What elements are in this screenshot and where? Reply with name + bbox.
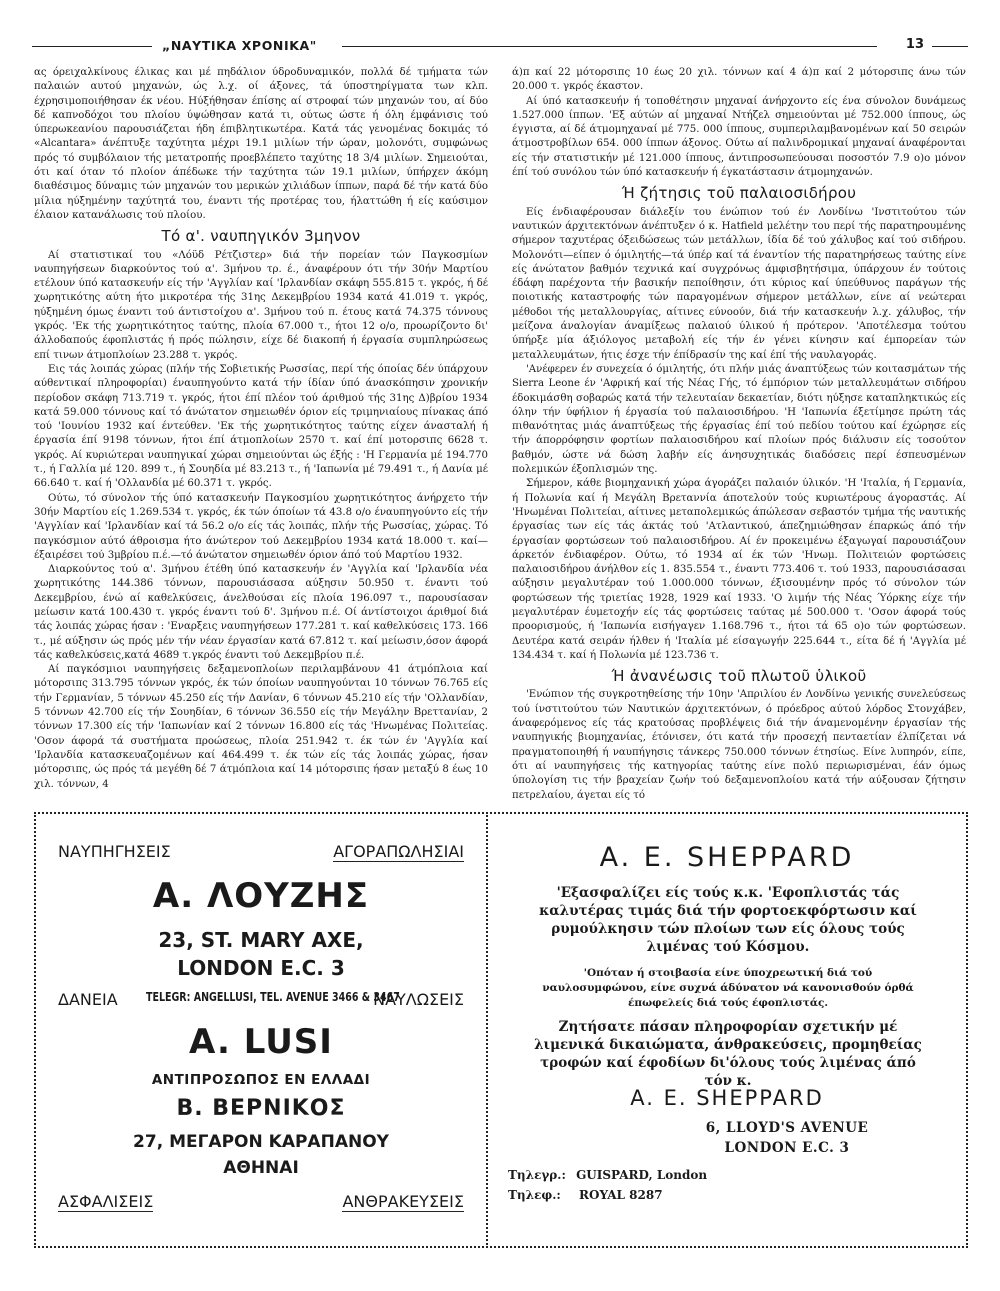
ad-phone-label: Τηλεφ.: xyxy=(508,1188,561,1202)
page-header xyxy=(32,38,968,56)
ad-label-bunkering: ΑΝΘΡΑΚΕΥΣΕΙΣ xyxy=(342,1192,464,1211)
article-paragraph: Αί παγκόσμιοι ναυπηγήσεις δεξαμενοπλοίων περιλαμβάνουν 41 άτμόπλοια καί μότορσιπς 313.795 τόννων γκρός, έκ τών όποίων ναυπηγούνται 10 τόννων 76.765 είς τήν Γερμανίαν, 5 τόννων 45.250 είς τήν Δανίαν, 6 τόννων 45.210 είς τήν 'Ολλανδίαν, 5 τόννων 42.700 είς τήν Σουηδίαν, 6 τόννων 36.550 είς τήν Μεγάλην Βρεττανίαν, 2 τόννων 17.300 είς τήν 'Ιαπωνίαν καί 2 τόννων 16.800 είς τάς 'Ηνωμένας Πολιτείας. 'Οσον άφορά τά συστήματα προώσεως, πλοία 251.942 τ. έκ τών έν 'Αγγλία καί 'Ιρλανδία κατασκευαζομένων καί 464.499 τ. έκ τών είς τάς λοιπάς χώρας, ήσαν μότορσιπς, ώς πρός τά μεγέθη δέ 7 άτμόπλοια καί 14 μότορσιπς ήσαν μεταξύ 8 έως 10 χιλ. τόννων, 4 xyxy=(34,664,488,790)
advertisement-sheppard xyxy=(486,812,968,1248)
ad-label-loans: ΔΑΝΕΙΑ xyxy=(58,990,118,1009)
ad-agent-name: Β. ΒΕΡΝΙΚΟΣ xyxy=(176,1096,346,1121)
section-heading: Τό α'. ναυπηγικόν 3μηνον xyxy=(161,227,361,246)
ad-text-stowage: 'Οπόταν ή στοιβασία είνε ύποχρεωτική διά τού ναυλοσυμφώνου, είνε συχνά άδύνατον νά κανονισθούν όρθά έπωφελείς διά τούς έφοπλιστάς. xyxy=(542,967,914,1009)
article-paragraph: Διαρκούντος τού α'. 3μήνου έτέθη ύπό κατασκευήν έν 'Αγγλία καί 'Ιρλανδία νέα χωρητικότης 144.386 τόννων, παρουσιάσασα αύξησιν 50.950 τ. έναντι τού Δεκεμβρίου, ένώ αί καθελκύσεις, άνελθούσαι είς πλοία 196.097 τ., παρουσίασαν μείωσιν κατά 100.430 τ. γκρός έναντι τού δ'. 3μήνου π.έ. Οί άντίστοιχοι άριθμοί διά τάς λοιπάς χώρας ήσαν : 'Εναρξεις ναυπηγήσεων 177.281 τ. καί καθελκύσεις 173. 166 τ., μέ αύξησιν ώς πρός μέν τήν νέαν έργασίαν κατά 67.812 τ. καί μείωσιν,όσον άφορά τάς καθελκύσεις,κατά 4689 τ.γκρός έναντι τού Δεκεμβρίου π.έ. xyxy=(34,564,488,661)
ad-text-inquiries: Ζητήσατε πάσαν πληροφορίαν σχετικήν μέ λιμενικά δικαιώματα, άνθρακεύσεις, προμηθείας τροφών καί έφοδίων δι'όλους τούς λιμένας άπό τόν κ. xyxy=(534,1019,922,1089)
ad-company-name-latin: A. LUSI xyxy=(189,1022,333,1062)
ad-phone-value: ROYAL 8287 xyxy=(579,1188,663,1202)
article-paragraph: 'Ανέφερεν έν συνεχεία ό όμιλητής, ότι πλήν μιάς άναπτύξεως τών κοιτασμάτων τής Sierra Leone έν 'Αφρική καί τής Νέας Γής, τό έμπόριον τών μεταλλευμάτων σιδήρου έδοκιμάσθη σοβαρώς κατά τήν τελευταίαν δεκαετίαν, διότι ηύξησε καταπληκτικώς είς όλην τήν ύφήλιον ή έργασία τού παλαιοσιδήρου. 'Η 'Ιαπωνία έξετίμησε πρώτη τάς πιθανότητας μιάς άναπτύξεως τής έργασίας έπί τού πεδίου τούτου καί έχώρησε είς τήν άπορρόφησιν φορτίων παλαιοσιδήρου καί πλοίων πρός διάλυσιν είς τοσούτον βαθμόν, ώστε νά δώση λαβήν είς άνησυχητικάς διαδόσεις περί έσπευσμένων πολεμικών έξοπλισμών της. xyxy=(512,363,966,476)
article-paragraph: 'Ενώπιον τής συγκροτηθείσης τήν 10ην 'Απριλίου έν Λονδίνω γενικής συνελεύσεως τού ίνστιτούτου τών Ναυτικών άρχιτεκτόνων, ό πρόεδρος αύτού λόρδος Στονχάβεν, άναφερόμενος είς τάς κρατούσας προβλέψεις διά τήν άναμενομένην έργασίαν τής ναυπηγικής βιομηχανίας, έτόνισεν, ότι κατά τήν προσεχή πενταετίαν έλπίζεται νά πραγματοποιηθή ή ναυπήγησις τάνκερς 750.000 τόννων έτησίως. Είνε λυπηρόν, είπε, ότι αί ναυπηγήσεις τής κατηγορίας ταύτης είνε πολύ περιωρισμέναι, έάν όμως ύπολογίση τις τήν βραχείαν ζωήν τού δεξαμενοπλοίου κατά τήν αύξουσαν ζήτησιν πετρελαίου, άγεται είς τό xyxy=(512,689,966,801)
ad-label-sales: ΑΓΟΡΑΠΩΛΗΣΙΑΙ xyxy=(333,842,464,861)
publication-title: „ΝΑΥΤΙΚΑ ΧΡΟΝΙΚΑ" xyxy=(162,38,317,53)
ad-telegraph-label: Τηλεγρ.: xyxy=(508,1168,566,1182)
ad-agents-label: ΑΝΤΙΠΡΟΣΩΠΟΣ ΕΝ ΕΛΛΑΔΙ xyxy=(151,1072,371,1088)
article-paragraph: Σήμερον, κάθε βιομηχανική χώρα άγοράζει παλαιόν ύλικόν. 'Η 'Ιταλία, ή Γερμανία, ή Πολωνία καί ή Μεγάλη Βρεταννία άποτελούν τούς κυριωτέρους άγοραστάς. Αί 'Ηνωμέναι Πολιτείαι, αίτινες μεταπολεμικώς άπώλεσαν σεβαστόν τμήμα τής ναυτικής έργασίας των είς τάς άκτάς τού 'Ατλαντικού, άπεζημιώθησαν έπαρκώς άπό τήν έργασίαν φορτώσεων τού παλαιοσιδήρου. Αί έν προκειμένω έξαγωγαί παρουσιάζουν άρκετόν ένδιαφέρον. Ούτω, τό 1934 αί έκ τών 'Ηνωμ. Πολιτειών φορτώσεις παλαιοσιδήρου άνήλθον είς 1. 835.554 τ., έναντι 773.406 τ. τού 1933, παρουσιάσασαι αύξησιν μεγαλυτέραν τού 1.000.000 τόννων, έξισουμένην πρός τό σύνολον τών φορτώσεων τής τριετίας 1928, 1929 καί 1933. 'Ο λιμήν τής Νέας Ύόρκης είχε τήν μεγαλυτέραν έυμετοχήν είς τάς φορτώσεις ταύτας μέ 500.000 τ. 'Οσον άφορά τούς προορισμούς, ή 'Ιαπωνία εισήγαγεν 1.168.796 τ., ήτοι τά 65 ο)ο τών φορτώσεων. Δευτέρα κατά σειράν ήλθεν ή 'Ιταλία μέ είσαγωγήν 225.644 τ., είτα δέ ή 'Αγγλία μέ 134.434 τ. καί ή Πολωνία μέ 123.736 τ. xyxy=(512,478,966,661)
ad-company-name-secondary: A. E. SHEPPARD xyxy=(630,1086,824,1110)
article-paragraph: Ούτω, τό σύνολον τής ύπό κατασκευήν Παγκοσμίου χωρητικότητος άνήρχετο τήν 30ήν Μαρτίου είς 1.269.534 τ. γκρός, έκ τών όποίων τά 43.8 ο/ο έναυπηγούντο είς τήν 'Αγγλίαν καί 'Ιρλανδίαν καί τά 56.2 ο/ο είς τάς λοιπάς, πλήν τής Ρωσσίας, χώρας. Τό παγκόσμιον αύτό άθροισμα ήτο άνώτερον τού Δεκεμβρίου 1934 κατά 18.000 τ. καί—έξαιρέσει τού 3μβρίου π.έ.—τό άνώτατον σημειωθέν όριον άπό τού Μαρτίου 1932. xyxy=(34,492,488,561)
ad-phone-line xyxy=(508,1188,986,1202)
ad-agent-city: ΑΘΗΝΑΙ xyxy=(223,1158,299,1178)
ad-text-services: 'Εξασφαλίζει είς τούς κ.κ. 'Εφοπλιστάς τάς καλυτέρας τιμάς διά τήν φορτοεκφόρτωσιν καί ρυμούλκησιν τών πλοίων των είς όλους τούς λιμένας τού Κόσμου. xyxy=(539,885,917,955)
ad-label-charters: ΝΑΥΛΩΣΕΙΣ xyxy=(373,990,464,1009)
ad-top-row xyxy=(36,842,486,864)
ad-company-name: Α. ΛΟΥΖΗΣ xyxy=(152,876,370,916)
ad-label-insurance: ΑΣΦΑΛΙΣΕΙΣ xyxy=(58,1192,154,1211)
ad-telegraph-phone: TELEGR: ANGELLUSI, TEL. AVENUE 3466 & 3467 xyxy=(146,990,400,1005)
article-paragraph: Είς ένδιαφέρουσαν διάλεξίν του ένώπιον τού έν Λονδίνω 'Ινστιτούτου τών ναυτικών άρχιτεκτόνων άνέπτυξεν ό κ. Hatfield μελέτην του περί τής παρατηρουμένης σήμερον ταχυτέρας όξειδώσεως τών μετάλλων, ίδία δέ τού χάλυβος καί τού σιδήρου. Μολονότι—είπεν ό όμιλητής—τά ύπέρ καί τά έναντίον τής παρατηρήσεως ταύτης είνε είς άνώτατον βαθμόν τεχνικά καί συγχρόνως άμφισβητήσιμα, ύπάρχουν έν τούτοις έδάφη παρέχοντα τήν βασικήν πεποίθησιν, ότι κύριος καί ύπεύθυνος παράγων τής ποιοτικής καταστροφής τών παραγομένων σήμερον μετάλλων, είνε αί νεώτεραι μέθοδοι τής μεταλλουργίας, αίτινες εύνοούν, διά τήν κατασκευήν λ.χ. χάλυβος, τήν μείζονα άναλογίαν άναμίξεως παλαιού ύλικού ή πρότερον. 'Αποτέλεσμα τούτου ύπήρξε μία άξιόλογος μεταβολή είς τήν έν γένει κίνησιν καί έμπορείαν τών μεταλλευμάτων, ήτις έσχε τήν έπίδρασίν της καί έπί τής ναυλαγοράς. xyxy=(512,206,966,361)
ad-address-line-1: 23, ST. MARY AXE, xyxy=(158,928,364,952)
header-rule-right xyxy=(932,46,968,47)
header-rule-left xyxy=(32,46,152,47)
ad-telegraph-line xyxy=(508,1168,986,1182)
left-column xyxy=(34,66,488,806)
ad-label-shipbuilding: ΝΑΥΠΗΓΗΣΕΙΣ xyxy=(58,842,171,861)
section-heading: Ή ζήτησις τοῦ παλαιοσιδήρου xyxy=(621,184,857,203)
article-paragraph: Εις τάς λοιπάς χώρας (πλήν τής Σοβιετικής Ρωσσίας, περί τής όποίας δέν ύπάρχουν αύθεντικαί πληροφορίαι) έναυπηγούντο κατά τήν ίδίαν ύπό άνασκόπησιν χρονικήν περίοδον σκάφη 713.719 τ. γκρός, ήτοι έπί πλέον τού άριθμού τής 31ης Δ)βρίου 1934 κατά 59.000 τόννους καί τό άνώτατον σημειωθέν όριον είς τριμηνιαίους πίνακας άπό τού 'Ιουνίου 1932 καί έντεύθεν. 'Εκ τής χωρητικότητος ταύτης είχεν άνασταλή ή έργασία έπί 9198 τόννων, ήτοι έπί άτμοπλοίων 2570 τ. καί έπί μοτορσιπς 6628 τ. γκρός. Αί κυριώτεραι ναυπηγικαί χώραι σημειούνται ώς έξής : 'Η Γερμανία μέ 194.770 τ., ή Γαλλία μέ 120. 899 τ., ή Σουηδία μέ 83.213 τ., ή 'Ιαπωνία μέ 79.491 τ., ή Δανία μέ 66.640 τ. καί ή 'Ολλανδία μέ 60.371 τ. γκρός. xyxy=(34,363,488,490)
ad-address-line-1: 6, LLOYD'S AVENUE xyxy=(705,1120,869,1136)
section-heading: Ή ἀνανέωσις τοῦ πλωτοῦ ὑλικοῦ xyxy=(611,667,867,686)
ad-address-line-2: LONDON E.C. 3 xyxy=(177,956,345,980)
advertisement-louzis xyxy=(34,812,488,1248)
ad-telegraph-value: GUISPARD, London xyxy=(576,1168,708,1182)
article-paragraph: ά)π καί 22 μότορσιπς 10 έως 20 χιλ. τόννων καί 4 ά)π καί 2 μότορσιπς άνω τών 20.000 τ. γκρός έκαστον. xyxy=(512,67,966,93)
ad-company-name: A. E. SHEPPARD xyxy=(599,842,855,873)
ad-bottom-row xyxy=(36,1192,486,1214)
article-paragraph: ας όρειχαλκίνους έλικας και μέ πηδάλιον ύδροδυναμικόν, πολλά δέ τμήματα τών παλαιών αυτού μηχανών, ώς λ.χ. οί άξονες, τά ύποστηρίγματα των κλπ. έχρησιμοποιήθησαν έκ νέου. Ηύξήθησαν έπίσης αί στροφαί τών μηχανών του, αί δύο δέ καπνοδόχοι του πλοίου ύψώθησαν κατά τι, ούτως ώστε ή όλη έμφάνισις τού ύπερωκεανίου παρουσιάζεται ήδη έπιβλητικωτέρα. Κατά τάς γενομένας δοκιμάς τό «Alcantara» άνέπτυξε ταχύτητα μέχρι 19.1 μιλίων τήν ώραν, μολονότι, συμφώνως πρός τό συμβόλαιον τής μετατροπής προεβλέπετο ταχύτης 18 3/4 μιλίων. Σημειούται, ότι καί όταν τό πλοίον άπέδωκε τήν ταχύτητα τών 19.1 μιλίων, ύπήρχεν άκόμη διαθέσιμος δύναμις τών μηχανών του μερικών χιλιάδων ίππων, παρά δέ τήν κατά δύο μίλια ηύξημένην ταχύτητά του, έναντι τής προτέρας του, ήλαττώθη ή είς καύσιμον έλαιον κατανάλωσις τού πλοίου. xyxy=(34,67,488,221)
right-column xyxy=(512,66,966,806)
header-rule-middle xyxy=(342,46,877,47)
article-paragraph: Αί στατιστικαί του «Λόϋδ Ρέτζιστερ» διά τήν πορείαν τών Παγκοσμίων ναυπηγήσεων διαρκούντος τού α'. 3μήνου τρ. έ., άναφέρουν ότι τήν 30ήν Μαρτίου ετέλουν ύπό κατασκευήν είς τήν 'Αγγλίαν καί 'Ιρλανδίαν σκάφη 555.815 τ. γκρός, ή δέ χωρητικότης αύτη ήτο μικροτέρα τής 31ης Δεκεμβρίου 1934 κατά 41.019 τ. γκρός, ηύξημένη όμως έναντι τού άντιστοίχου α'. 3μήνου τού π. έτους κατά 74.375 τόννους γκρός. 'Εκ τής χωρητικότητος ταύτης, πλοία 67.000 τ., ήτοι 12 ο/ο, προωρίζοντο δι' άλλοδαπούς έφοπλιστάς ή πρός πώλησιν, είχε δέ διακοπή ή έργασία συμπληρώσεως επί τινων άτμοπλοίων 23.288 τ. γκρός. xyxy=(34,249,488,361)
article-paragraph: Αί ύπό κατασκευήν ή τοποθέτησιν μηχαναί άνήρχοντο είς ένα σύνολον δυνάμεως 1.527.000 ίππων. 'Εξ αύτών αί μηχαναί Ντήζελ σημειούνται μέ 752.000 ίππους, ώς έγγιστα, αί δέ άτμομηχαναί μέ 775. 000 ίππους, συμπεριλαμβανομένων καί 50 σειρών άτμοστροβίλων 654. 000 ίππων άξονος. Ούτω αί παλινδρομικαί μηχαναί άναφέρονται είς τήν στατιστικήν μέ 121.000 ίππους, άντιπροσωπεύουσαι ποσοστόν 7.9 ο)ο μόνον έπί τού συνόλου τών ύπό κατασκευήν ή έγκατάστασιν άτμομηχανών. xyxy=(512,95,966,179)
ad-agent-address: 27, ΜΕΓΑΡΟΝ ΚΑΡΑΠΑΝΟΥ xyxy=(133,1132,389,1152)
ad-middle-row xyxy=(36,990,486,1012)
ad-address-line-2: LONDON E.C. 3 xyxy=(724,1140,850,1156)
page-number: 13 xyxy=(905,37,924,52)
